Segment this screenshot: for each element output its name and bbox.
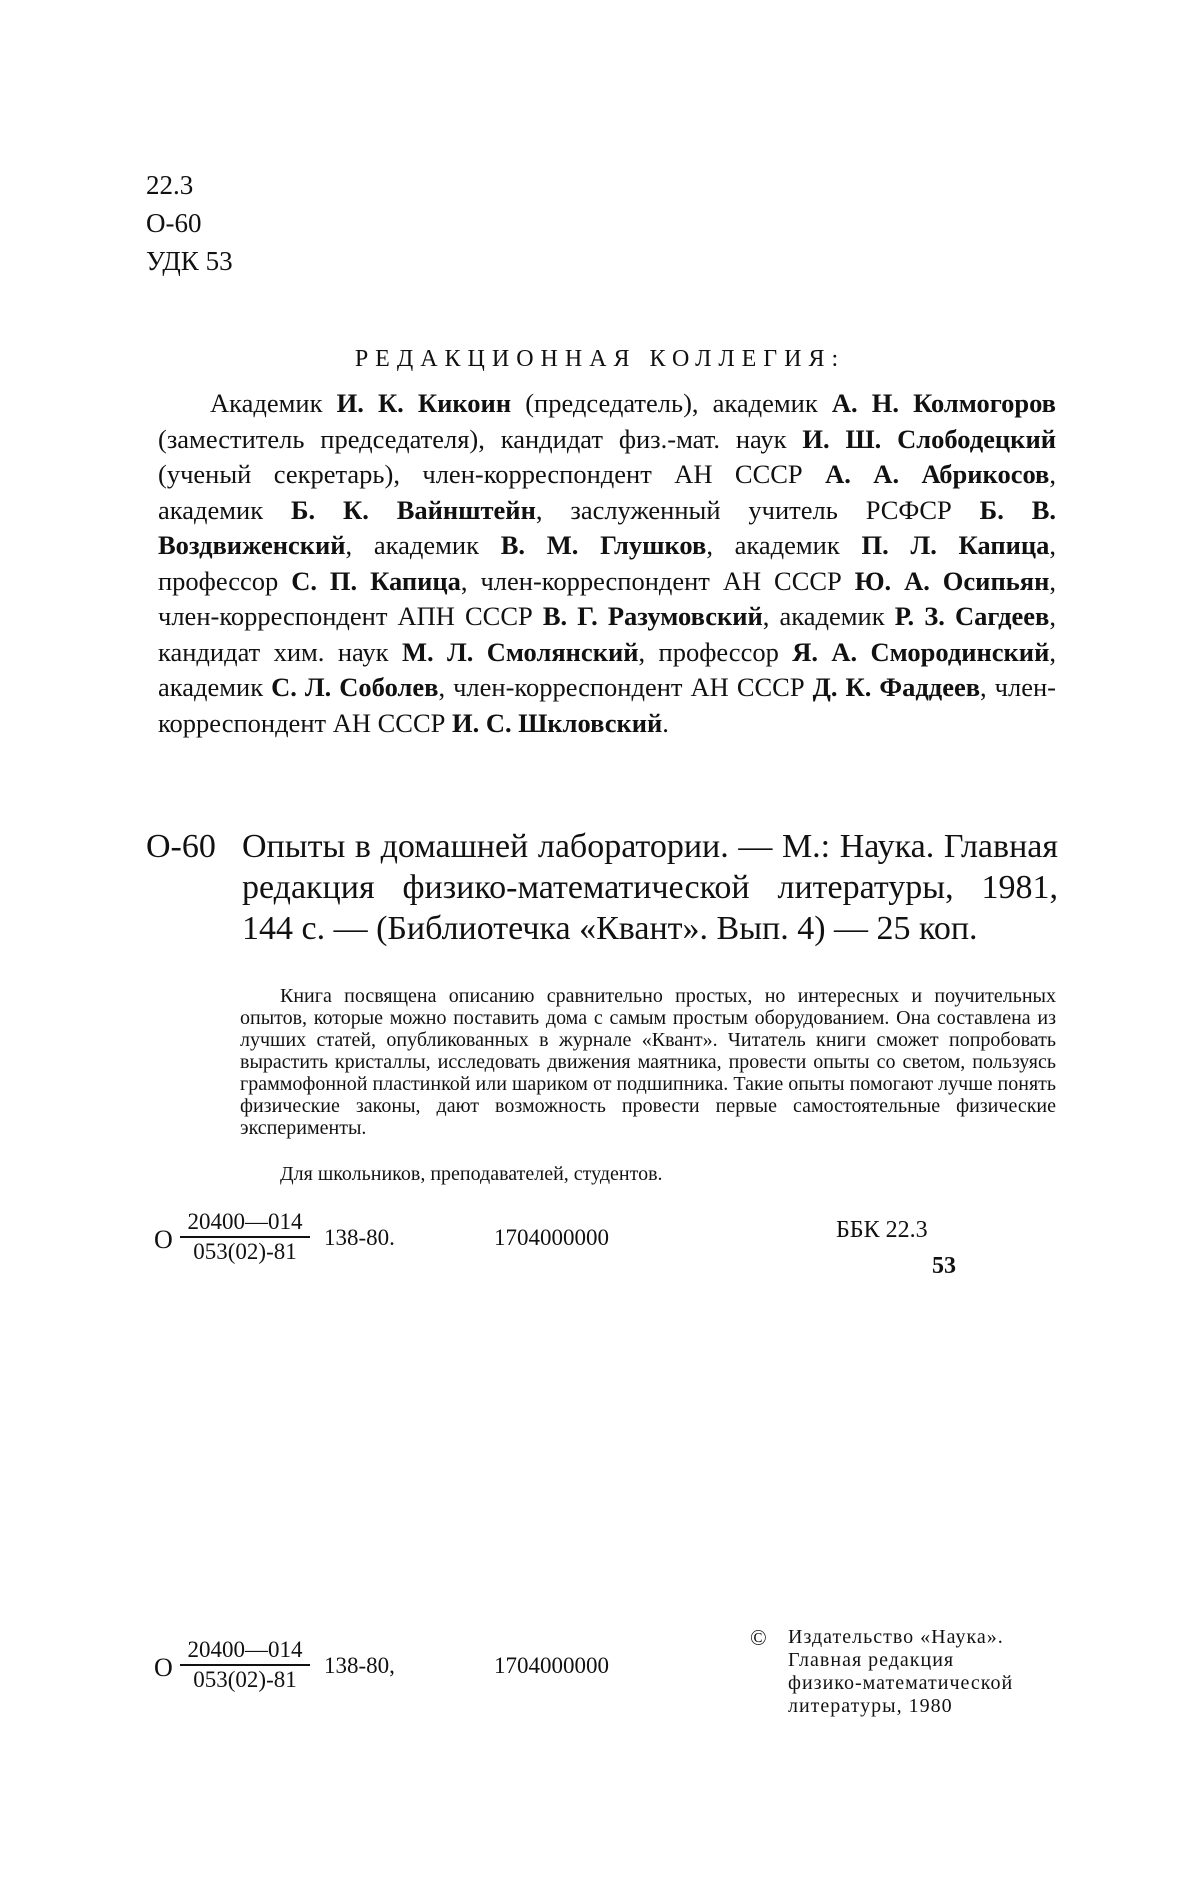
catalog-codes-bottom [154,1636,674,1696]
board-member-role: , профессор [158,530,1057,596]
board-member-role: . [662,707,669,738]
code-serial: 1704000000 [494,1653,609,1678]
board-member-role: , академик [706,530,862,560]
board-member-name: П. Л. Капица [861,530,1050,560]
publisher-line: литературы, 1980 [788,1695,953,1717]
board-member-name: Д. К. Фаддеев [812,672,981,702]
publisher-line: физико-математической [788,1672,1014,1694]
book-description: Опыты в домашней лаборатории. — М.: Наука. Главная редакция физико-математической литературы, 1981, 144 с. — (Библиотечка «Квант». Вып. 4) — 25 коп. [242,828,1058,947]
class-code-line: О-60 [146,208,202,238]
classification-codes [146,166,233,280]
board-member-name: С. П. Капица [291,565,461,596]
publisher-line: Главная редакция [788,1649,955,1671]
board-member-name: Б. В. Воздвиженский [158,494,1056,560]
board-member-role: , член-корреспондент АН СССР [438,672,813,702]
board-member-name: С. Л. Соболев [271,672,439,702]
board-member-role: , член-корреспондент АН СССР [460,565,855,596]
board-member-name: И. С. Шкловский [452,707,663,738]
board-member-role: (заместитель председателя), кандидат физ.-мат. наук [158,423,803,454]
class-code-line: 22.3 [146,170,194,200]
code-denominator: 053(02)-81 [193,1239,297,1264]
board-member-name: М. Л. Смолянский [401,636,639,667]
code-letter: О [154,1225,173,1254]
book-annotation: Книга посвящена описанию сравнительно простых, но интересных и поучительных опытов, которые можно поставить дома с самым простым оборудованием. Она составлена из лучших статей, опубликованных в журнале «Квант». Читатель книги сможет попробовать вырастить кристаллы, исследовать движения маятника, провести опыты со светом, пользуясь граммофонной пластинкой или шариком от подшипника. Такие опыты помогают лучше понять физические законы, дают возможность провести первые самостоятельные физические эксперименты. [240,985,1056,1139]
code-letter: О [154,1653,173,1682]
board-member-name: Я. А. Смородинский [792,636,1050,667]
board-member-name: В. Г. Разумовский [542,601,763,631]
code-number: 138-80. [324,1225,395,1250]
editorial-board-members [158,386,1056,741]
board-member-role: , академик [158,636,1056,702]
board-member-role: , академик [762,601,895,631]
copyright-icon: © [750,1625,767,1650]
board-member-role: Академик [210,388,337,418]
code-numerator: 20400—014 [180,1208,310,1238]
bbk-line: 53 [932,1253,956,1279]
code-denominator: 053(02)-81 [193,1667,297,1692]
board-member-name: И. К. Кикоин [336,388,512,418]
code-numerator: 20400—014 [180,1636,310,1666]
board-member-name: Б. К. Вайнштейн [290,494,536,525]
board-member-name: И. Ш. Слободецкий [802,423,1056,454]
code-number: 138-80, [324,1653,395,1678]
board-member-role: , кандидат хим. наук [158,601,1056,667]
publisher-line: Издательство «Наука». [788,1626,1004,1648]
board-member-role: (ученый секретарь), член-корреспондент АН СССР [158,459,826,489]
board-member-role: , член-корреспондент АПН СССР [158,565,1056,631]
board-member-name: В. М. Глушков [500,530,707,560]
catalog-codes-top [154,1208,674,1268]
code-fraction [180,1208,310,1266]
board-member-name: Р. З. Сагдеев [894,601,1050,631]
publisher-copyright [750,1626,1013,1718]
code-serial: 1704000000 [494,1225,609,1250]
editorial-board-heading: РЕДАКЦИОННАЯ КОЛЛЕГИЯ: [354,346,846,372]
board-member-role: , член-корреспондент АН СССР [158,672,1057,738]
audience-line: Для школьников, преподавателей, студентов. [280,1163,663,1185]
bbk-line: ББК 22.3 [836,1217,928,1243]
bbk-code [836,1212,956,1284]
board-member-name: А. Н. Колмогоров [831,388,1056,418]
book-code: О-60 [146,828,216,865]
board-member-role: , заслуженный учитель РСФСР [535,494,980,525]
board-member-role: , академик [345,530,501,560]
class-code-line: УДК 53 [146,246,233,276]
book-entry [146,826,1058,949]
board-member-role: (председатель), академик [511,388,832,418]
board-member-role: , профессор [638,636,793,667]
board-member-name: А. А. Абрикосов [825,459,1050,489]
board-member-role: , академик [158,459,1056,525]
board-member-name: Ю. А. Осипьян [854,565,1050,596]
code-fraction [180,1636,310,1694]
